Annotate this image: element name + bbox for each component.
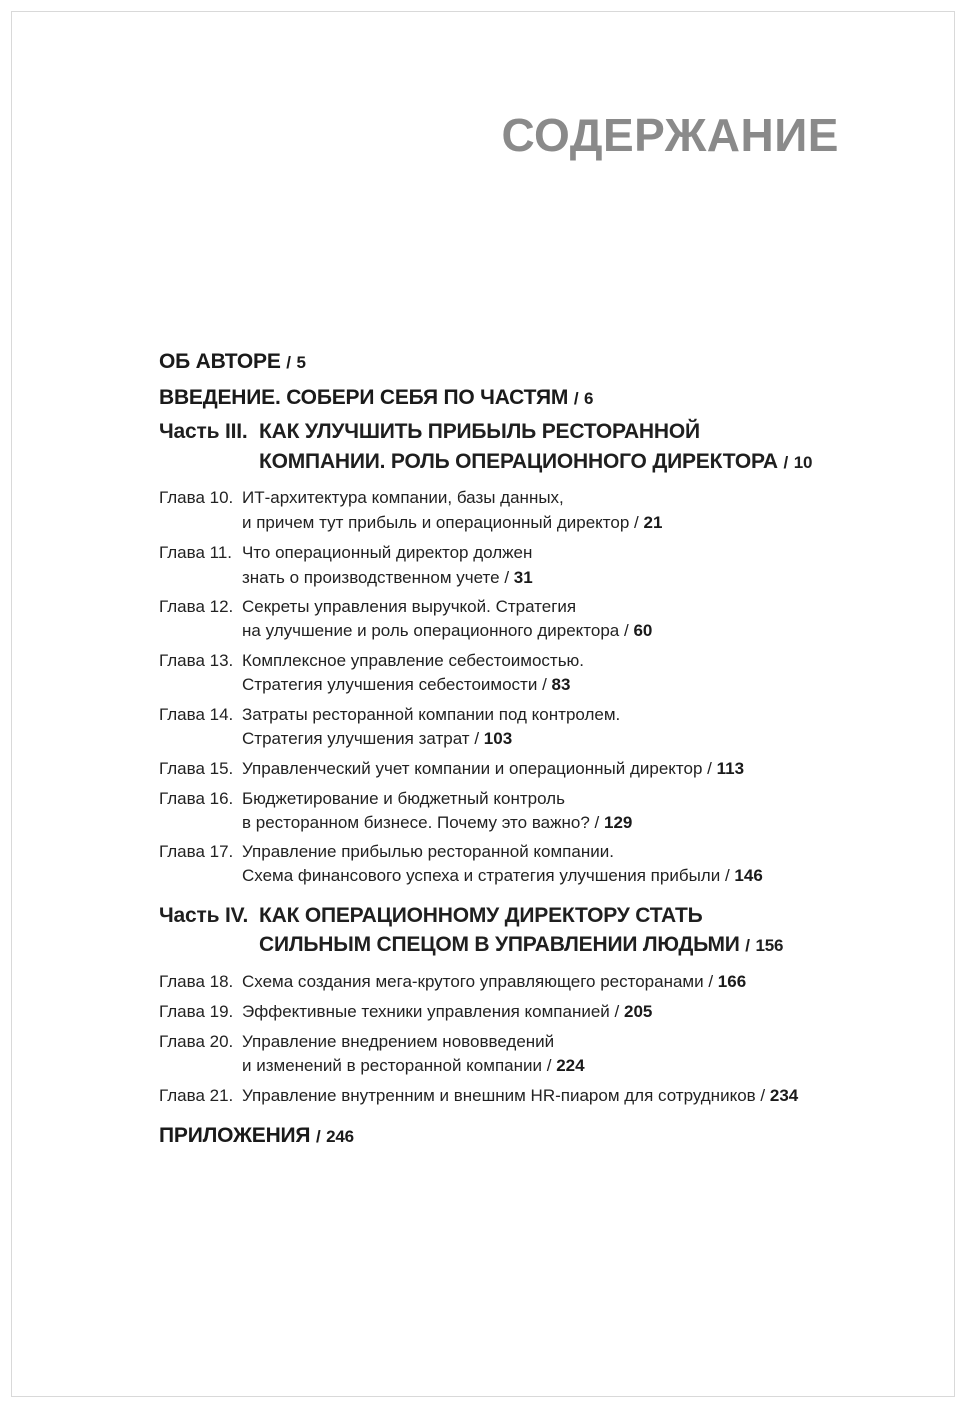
chapter-title-line-1 (242, 759, 744, 779)
chapter-label: Глава 13. (159, 651, 234, 670)
entry-title: ПРИЛОЖЕНИЯ (159, 1124, 311, 1147)
entry-title: ВВЕДЕНИЕ. СОБЕРИ СЕБЯ ПО ЧАСТЯМ (159, 386, 569, 409)
page-separator: / (724, 866, 730, 885)
chapter-title-line-2 (242, 729, 512, 749)
page-separator: / (634, 513, 639, 532)
part-title-line-1: КАК УЛУЧШИТЬ ПРИБЫЛЬ РЕСТОРАННОЙ (259, 420, 700, 443)
page-number: 246 (326, 1127, 354, 1146)
page-separator: / (745, 936, 750, 955)
chapter-title-text: Управленческий учет компании и операционный директор (242, 759, 703, 778)
page-separator: / (760, 1086, 766, 1105)
page-number: 146 (734, 866, 763, 885)
page-number: 60 (633, 621, 653, 640)
chapter-title-line-2 (242, 568, 533, 588)
chapter-title-line-1: Комплексное управление себестоимостью. (242, 651, 585, 670)
page-number: 10 (793, 453, 813, 472)
page-number: 103 (483, 729, 513, 748)
chapter-title-line-2 (242, 621, 652, 641)
page-separator: / (474, 729, 480, 748)
chapter-label: Глава 10. (159, 488, 234, 507)
chapter-label: Глава 18. (159, 972, 234, 991)
chapter-label: Глава 15. (159, 759, 234, 778)
chapter-title-text: Схема финансового успеха и стратегия улучшения прибыли (242, 866, 721, 885)
chapter-title-line-2 (242, 1056, 585, 1076)
chapter-title-line-1: Что операционный директор должен (242, 543, 533, 562)
page-separator: / (707, 759, 712, 778)
chapter-title-text: Управление внутренним и внешним HR-пиаром для сотрудников (242, 1086, 756, 1105)
chapter-title-line-1 (242, 1002, 652, 1022)
page-number: 224 (556, 1056, 585, 1075)
page-number: 83 (551, 675, 571, 694)
part-title-line-2 (259, 450, 812, 474)
chapter-title-line-1: Управление внедрением нововведений (242, 1032, 555, 1051)
chapter-title-text: на улучшение и роль операционного директора (242, 621, 620, 640)
chapter-title-line-1: ИТ-архитектура компании, базы данных, (242, 488, 564, 507)
part-title-line-1: КАК ОПЕРАЦИОННОМУ ДИРЕКТОРУ СТАТЬ (259, 904, 703, 927)
page-number: 129 (604, 813, 633, 832)
page-separator: / (573, 389, 579, 408)
chapter-title-line-2 (242, 675, 570, 695)
page-separator: / (623, 621, 629, 640)
chapter-title-text: Схема создания мега-крутого управляющего ресторанами (242, 972, 704, 991)
chapter-title-text: Стратегия улучшения себестоимости (242, 675, 538, 694)
chapter-title-text: и изменений в ресторанной компании (242, 1056, 542, 1075)
toc-entry-about-author[interactable] (159, 350, 306, 374)
toc-entry-introduction[interactable] (159, 386, 593, 410)
chapter-label: Глава 16. (159, 789, 234, 808)
chapter-title-text: Стратегия улучшения затрат (242, 729, 470, 748)
chapter-label: Глава 19. (159, 1002, 234, 1021)
page-separator: / (594, 813, 600, 832)
chapter-title-line-2 (242, 813, 632, 833)
page-number: 205 (624, 1002, 653, 1021)
page-separator: / (783, 453, 789, 472)
chapter-label: Глава 17. (159, 842, 234, 861)
page-separator: / (708, 972, 714, 991)
chapter-label: Глава 12. (159, 597, 234, 616)
chapter-label: Глава 20. (159, 1032, 234, 1051)
chapter-label: Глава 21. (159, 1086, 234, 1105)
entry-title: ОБ АВТОРЕ (159, 350, 281, 373)
page-title: СОДЕРЖАНИЕ (501, 109, 839, 161)
chapter-title-line-2 (242, 866, 763, 886)
chapter-title-text: знать о производственном учете (242, 568, 500, 587)
page-separator: / (315, 1127, 321, 1146)
page-separator: / (546, 1056, 552, 1075)
chapter-title-line-1 (242, 972, 746, 992)
chapter-title-text: в ресторанном бизнесе. Почему это важно? (242, 813, 590, 832)
chapter-label: Глава 14. (159, 705, 234, 724)
page-number: 166 (717, 972, 747, 991)
page-separator: / (504, 568, 510, 587)
part-title-text: СИЛЬНЫМ СПЕЦОМ В УПРАВЛЕНИИ ЛЮДЬМИ (259, 933, 740, 956)
toc-entry-appendices[interactable] (159, 1124, 354, 1148)
chapter-title-line-1: Затраты ресторанной компании под контролем. (242, 705, 621, 724)
chapter-title-line-1 (242, 1086, 798, 1106)
chapter-title-line-1: Секреты управления выручкой. Стратегия (242, 597, 577, 616)
page-separator: / (614, 1002, 620, 1021)
page-number: 113 (716, 759, 745, 778)
page-number: 31 (513, 568, 533, 587)
chapter-title-line-2 (242, 513, 662, 533)
page-number: 234 (769, 1086, 799, 1105)
page-separator: / (286, 353, 291, 372)
part-label: Часть IV. (159, 904, 249, 927)
chapter-title-line-1: Бюджетирование и бюджетный контроль (242, 789, 565, 808)
page-number: 156 (755, 936, 784, 955)
page-number: 5 (296, 353, 306, 372)
part-title-text: КОМПАНИИ. РОЛЬ ОПЕРАЦИОННОГО ДИРЕКТОРА (259, 450, 778, 473)
chapter-title-line-1: Управление прибылью ресторанной компании. (242, 842, 614, 861)
chapter-title-text: Эффективные техники управления компанией (242, 1002, 610, 1021)
page-number: 21 (643, 513, 663, 532)
page-separator: / (542, 675, 547, 694)
part-label: Часть III. (159, 420, 248, 443)
page-number: 6 (583, 389, 594, 408)
chapter-title-text: и причем тут прибыль и операционный директор (242, 513, 635, 532)
part-title-line-2 (259, 933, 783, 957)
chapter-label: Глава 11. (159, 543, 233, 562)
